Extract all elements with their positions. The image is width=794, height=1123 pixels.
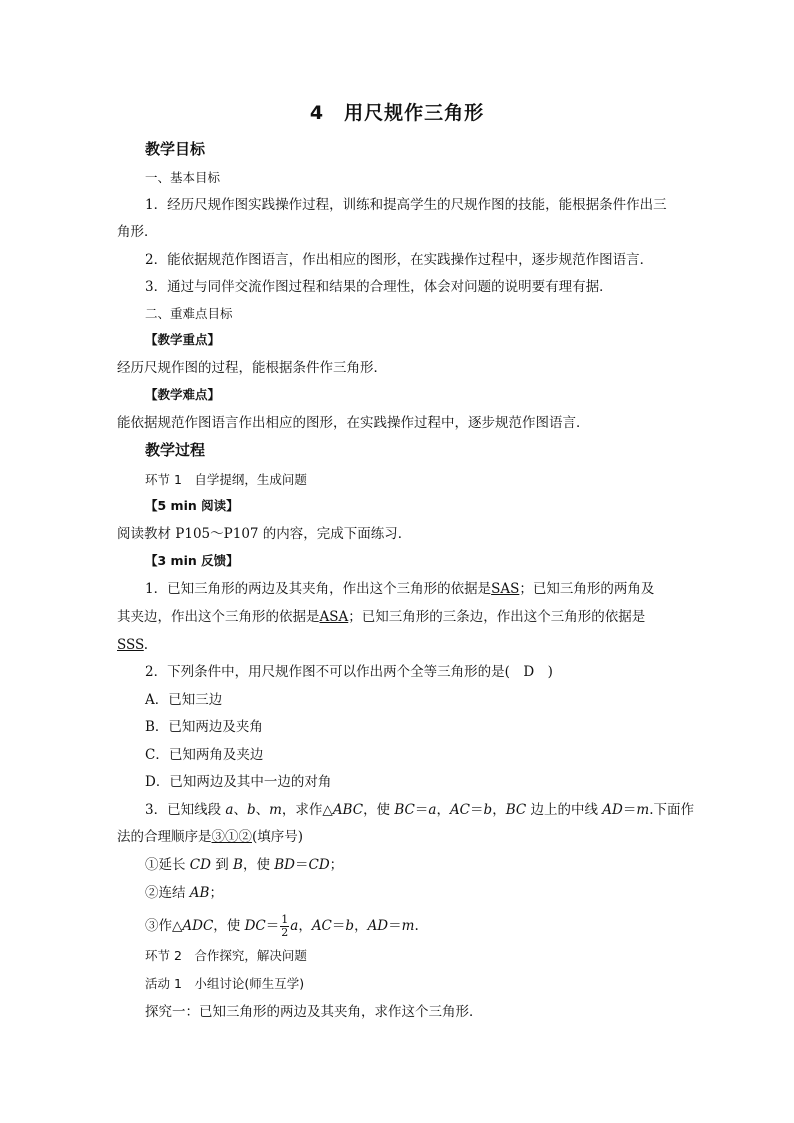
var-cd: CD: [308, 857, 330, 873]
q3-step-2: [145, 884, 223, 902]
var-abc: ABC: [332, 802, 364, 818]
q3-text: ②连结: [145, 885, 190, 901]
question-1-line-2: [117, 608, 645, 626]
read-label: 【5 min 阅读】: [145, 498, 239, 513]
q3-text: ；: [329, 857, 344, 873]
question-3-line-2: [117, 828, 303, 846]
var-b: b: [483, 802, 493, 818]
q3-text: ＝: [470, 802, 484, 818]
q1-text: ；已知三角形的两角及: [519, 581, 655, 597]
q1-text: ；已知三角形的三条边，作出这个三角形的依据是: [348, 609, 646, 625]
var-b-point: B: [233, 857, 243, 873]
question-1-line-3: [117, 636, 148, 654]
q3-text: ＝: [331, 918, 346, 934]
difficulty-label: 【教学难点】: [145, 387, 221, 402]
q3-text: ，: [298, 918, 312, 934]
q3-text: ，: [492, 802, 506, 818]
question-1-line-1: [145, 580, 654, 598]
q3-text: ，使: [363, 802, 395, 818]
q3-text: ＝: [295, 857, 309, 873]
var-bc: BC: [394, 802, 415, 818]
var-a: a: [290, 918, 299, 934]
q3-text: .下面作: [649, 802, 694, 818]
q3-step-1: [145, 856, 343, 874]
q2-option-d: D．已知两边及其中一边的对角: [145, 774, 332, 790]
q3-text: 3．已知线段: [145, 802, 226, 818]
var-a: a: [225, 802, 234, 818]
activity-1: 活动 1 小组讨论(师生互学): [145, 976, 305, 991]
feedback-label: 【3 min 反馈】: [145, 553, 239, 568]
read-text: 阅读教材 P105～P107 的内容，完成下面练习．: [117, 526, 412, 542]
var-m: m: [269, 802, 282, 818]
var-m: m: [401, 918, 415, 934]
goal-2: 2．能依据规范作图语言，作出相应的图形，在实践操作过程中，逐步规范作图语言．: [145, 252, 654, 268]
q3-step-3: [145, 912, 419, 940]
q1-answer-asa: ASA: [319, 609, 349, 625]
var-ad: AD: [367, 918, 389, 934]
step-1-heading: 环节 1 自学提纲，生成问题: [145, 472, 307, 487]
goal-1-line-2: 角形．: [117, 224, 158, 240]
q3-text: ＝: [622, 802, 637, 818]
var-b: b: [345, 918, 355, 934]
q3-text: 到: [210, 857, 234, 873]
q1-answer-sas: SAS: [491, 581, 520, 597]
q3-text: 、: [255, 802, 270, 818]
step-2-heading: 环节 2 合作探究，解决问题: [145, 948, 307, 963]
key-point-label: 【教学重点】: [145, 332, 221, 347]
goals-heading: 教学目标: [145, 140, 206, 158]
q3-text: 边上的中线: [526, 802, 603, 818]
q3-text: 、: [233, 802, 247, 818]
fraction-numerator: 1: [281, 913, 289, 926]
q3-text: 法的合理顺序是: [117, 829, 212, 845]
goal-1-line-1: 1．经历尺规作图实践操作过程，训练和提高学生的尺规作图的技能，能根据条件作出三: [145, 197, 667, 213]
q3-text: .: [414, 918, 419, 934]
var-ac: AC: [311, 918, 332, 934]
q3-text: ，使: [242, 857, 275, 873]
q3-text: ＝: [265, 918, 280, 934]
q3-text: ＝: [388, 918, 402, 934]
goal-3: 3．通过与同伴交流作图过程和结果的合理性，体会对问题的说明要有理有据．: [145, 279, 613, 295]
q3-text: ，: [354, 918, 368, 934]
q2-option-a: A．已知三边: [145, 692, 223, 708]
var-ac: AC: [449, 802, 471, 818]
q3-text: ＝: [414, 802, 429, 818]
basic-goal-heading: 一、基本目标: [145, 170, 221, 185]
difficulty-text: 能依据规范作图语言作出相应的图形，在实践操作过程中，逐步规范作图语言．: [117, 415, 590, 431]
q3-text: ①延长: [145, 857, 190, 873]
explore-1: 探究一：已知三角形的两边及其夹角，求作这个三角形．: [145, 1004, 483, 1020]
q2-option-c: C．已知两角及夹边: [145, 747, 264, 763]
process-heading: 教学过程: [145, 441, 206, 459]
var-bd: BD: [274, 857, 296, 873]
var-ab: AB: [189, 885, 210, 901]
key-point-text: 经历尺规作图的过程，能根据条件作三角形．: [117, 360, 387, 376]
var-b: b: [246, 802, 256, 818]
var-m: m: [636, 802, 650, 818]
page-title: 4 用尺规作三角形: [309, 102, 485, 124]
q1-answer-sss: SSS: [117, 637, 144, 653]
question-2-stem: 2．下列条件中，用尺规作图不可以作出两个全等三角形的是( D ): [145, 664, 553, 680]
var-a: a: [428, 802, 437, 818]
q1-text: .: [143, 637, 149, 653]
var-bc: BC: [505, 802, 527, 818]
var-ad: AD: [602, 802, 623, 818]
q1-text: 1．已知三角形的两边及其夹角，作出这个三角形的依据是: [145, 581, 492, 597]
q3-text: ③作△: [145, 918, 183, 934]
fraction-denominator: 2: [281, 926, 289, 939]
q2-option-b: B．已知两边及夹角: [145, 719, 263, 735]
q3-answer: ③①②: [211, 829, 252, 845]
q1-text: 其夹边，作出这个三角形的依据是: [117, 609, 320, 625]
var-cd: CD: [189, 857, 211, 873]
q3-text: ，: [436, 802, 450, 818]
question-3-line-1: [145, 801, 694, 819]
var-dc: DC: [244, 918, 266, 934]
fraction-one-half: [280, 914, 289, 939]
q3-text: ，使: [213, 918, 245, 934]
q3-text: ；: [209, 885, 223, 901]
var-adc: ADC: [182, 918, 214, 934]
q3-text: ，求作△: [281, 802, 333, 818]
q3-text: (填序号): [252, 829, 304, 845]
key-goal-heading: 二、重难点目标: [145, 306, 233, 321]
